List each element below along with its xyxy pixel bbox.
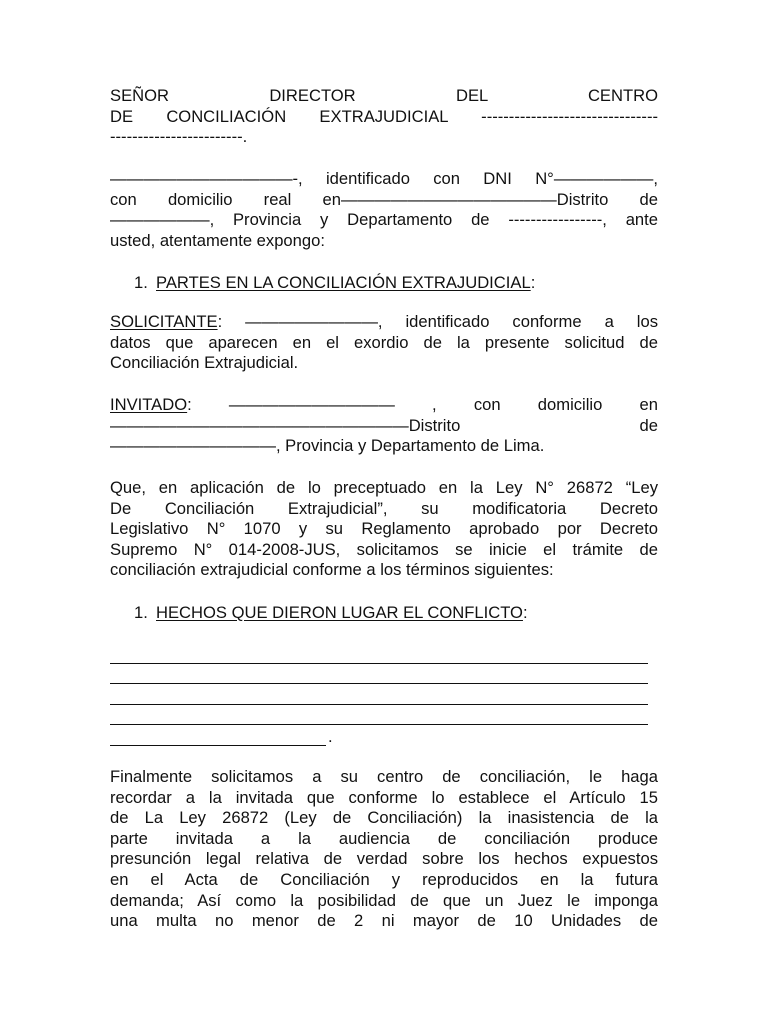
invitado-paragraph bbox=[110, 395, 658, 457]
blank-rule-line bbox=[110, 645, 658, 666]
section-heading-facts bbox=[134, 603, 528, 624]
addressee-line: DE CONCILIACIÓN EXTRAJUDICIAL -------------------------------- bbox=[110, 106, 658, 126]
law-line: conciliación extrajudicial conforme a los términos siguientes: bbox=[110, 560, 554, 580]
final-line: en el Acta de Conciliación y reproducidos en la futura bbox=[110, 869, 658, 889]
final-paragraph bbox=[110, 767, 658, 932]
invitado-first-rest: : —————————— , con domicilio en bbox=[187, 395, 658, 414]
section-title: HECHOS QUE DIERON LUGAR EL CONFLICTO bbox=[156, 603, 523, 622]
solicitante-line: Conciliación Extrajudicial. bbox=[110, 353, 299, 373]
section-suffix: : bbox=[530, 273, 536, 292]
addressee-line: ------------------------. bbox=[110, 127, 248, 147]
section-suffix: : bbox=[522, 603, 528, 622]
final-line: una multa no menor de 2 ni mayor de 10 Unidades de bbox=[110, 911, 658, 931]
final-line: de La Ley 26872 (Ley de Conciliación) la inasistencia de la bbox=[110, 808, 658, 828]
law-line: Que, en aplicación de lo preceptuado en la Ley N° 26872 “Ley bbox=[110, 478, 658, 497]
law-paragraph bbox=[110, 478, 658, 581]
section-title: PARTES EN LA CONCILIACIÓN EXTRAJUDICIAL bbox=[156, 273, 531, 292]
intro-line: con domicilio real en—————————————Distrito de bbox=[110, 189, 658, 209]
invitado-first-line bbox=[110, 395, 658, 416]
final-line: recordar a la invitada que conforme lo establece el Artículo 15 bbox=[110, 787, 658, 807]
invitado-line: ——————————————————Distrito de bbox=[110, 415, 658, 435]
addressee-block bbox=[110, 86, 658, 148]
blank-end-mark: . bbox=[328, 727, 333, 747]
solicitante-first-line bbox=[110, 312, 658, 333]
intro-line: ——————, Provincia y Departamento de -----------------, ante bbox=[110, 210, 658, 230]
blank-rule-line bbox=[110, 666, 658, 687]
intro-paragraph bbox=[110, 169, 658, 251]
invitado-line: ——————————, Provincia y Departamento de Lima. bbox=[110, 436, 545, 456]
solicitante-line: datos que aparecen en el exordio de la presente solicitud de bbox=[110, 332, 658, 352]
law-line: Supremo N° 014-2008-JUS, solicitamos se inicie el trámite de bbox=[110, 539, 658, 559]
blank-rule-line-short bbox=[110, 727, 658, 748]
final-line: demanda; Así como la posibilidad de que un Juez le imponga bbox=[110, 890, 658, 910]
addressee-line: SEÑOR DIRECTOR DEL CENTRO bbox=[110, 86, 658, 105]
solicitante-paragraph bbox=[110, 312, 658, 374]
law-line: De Conciliación Extrajudicial”, su modificatoria Decreto bbox=[110, 498, 658, 518]
intro-line: usted, atentamente expongo: bbox=[110, 230, 325, 250]
final-line: presunción legal relativa de verdad sobre los hechos expuestos bbox=[110, 849, 658, 869]
solicitante-label: SOLICITANTE bbox=[110, 312, 218, 331]
final-line: parte invitada a la audiencia de conciliación produce bbox=[110, 828, 658, 848]
intro-line: ———————————-, identificado con DNI N°——————, bbox=[110, 169, 658, 188]
final-line: Finalmente solicitamos a su centro de conciliación, le haga bbox=[110, 767, 658, 786]
solicitante-first-rest: : ————————, identificado conforme a los bbox=[217, 312, 658, 331]
blank-rule-line bbox=[110, 707, 658, 728]
blank-rule-line bbox=[110, 686, 658, 707]
law-line: Legislativo N° 1070 y su Reglamento aprobado por Decreto bbox=[110, 519, 658, 539]
section-number: 1. bbox=[134, 273, 148, 292]
facts-blank-lines bbox=[110, 645, 658, 748]
section-heading-parties bbox=[134, 273, 535, 294]
invitado-label: INVITADO bbox=[110, 395, 188, 414]
section-number: 1. bbox=[134, 603, 148, 622]
